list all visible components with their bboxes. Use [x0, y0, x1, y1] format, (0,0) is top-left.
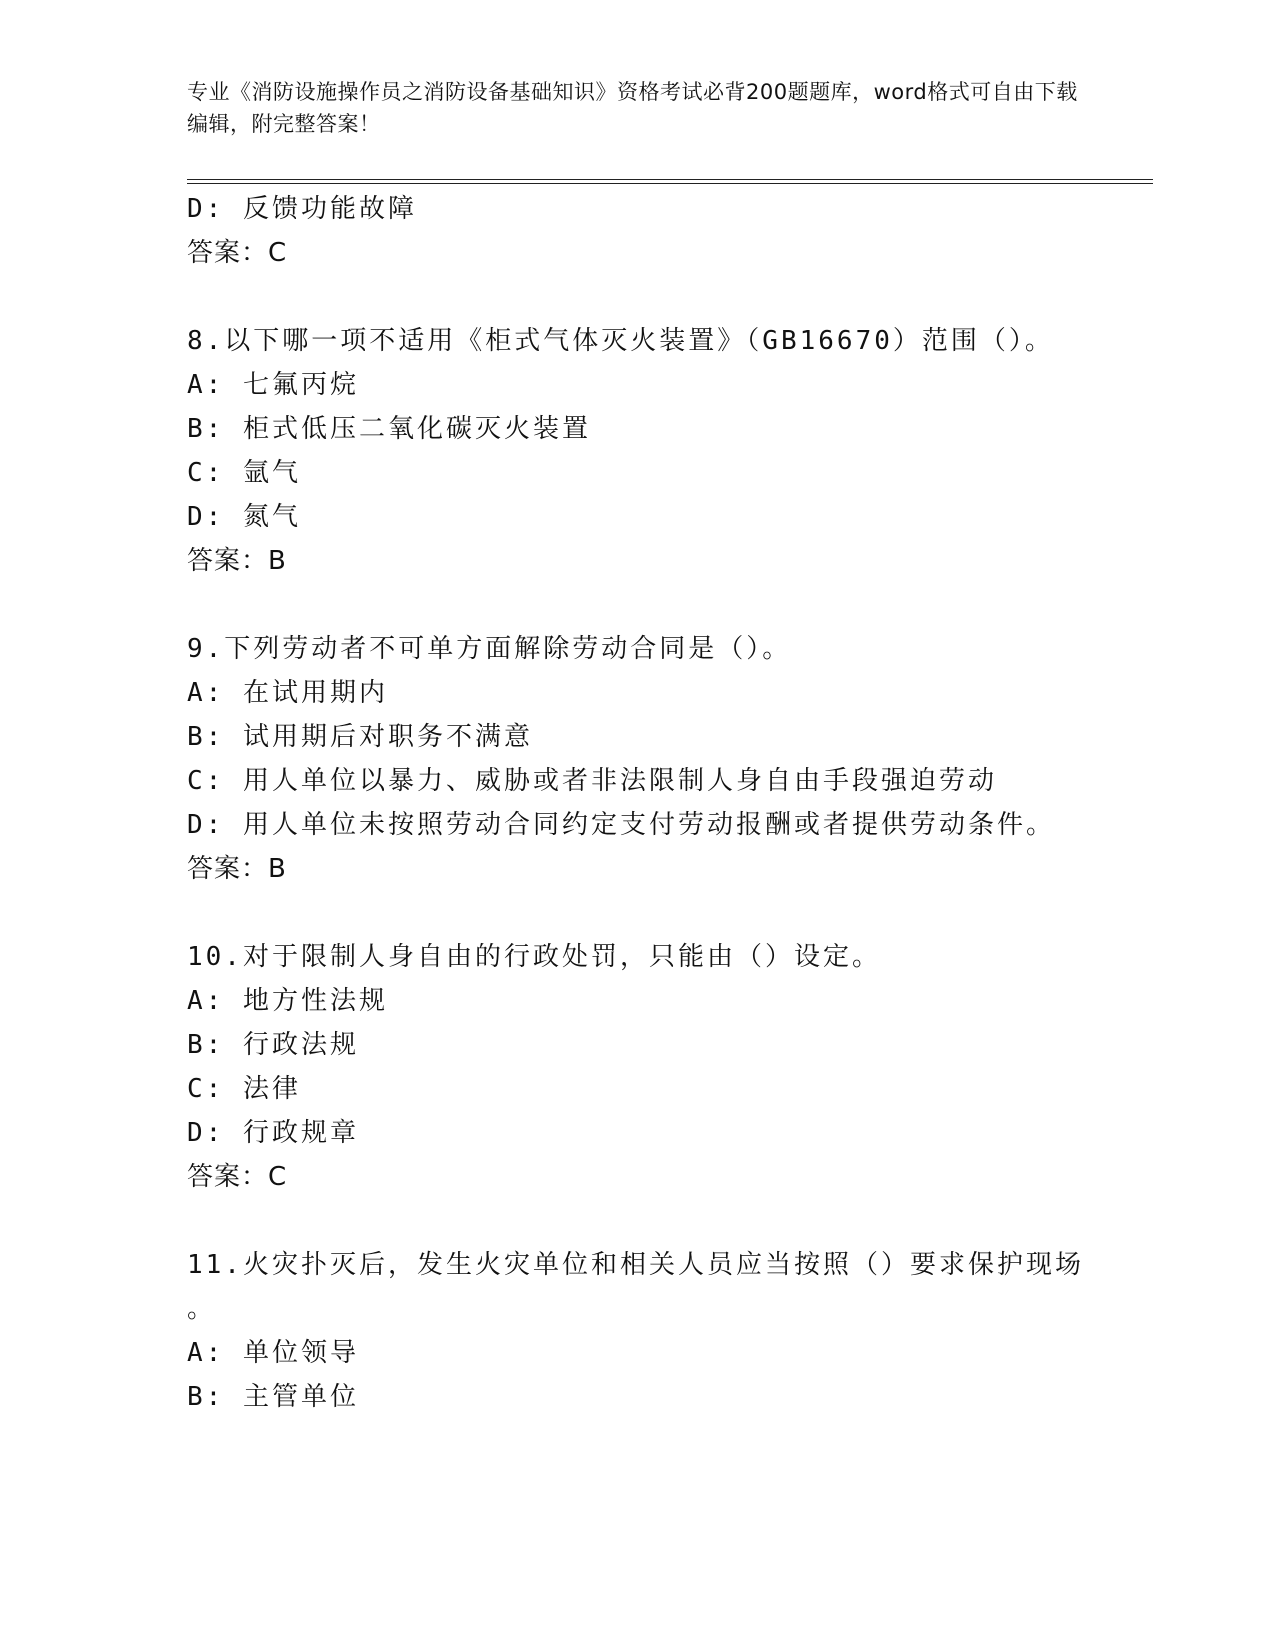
- q8-answer: 答案：B: [187, 546, 287, 576]
- q11-question-continuation: 。: [187, 1294, 217, 1324]
- q9-option-a: A: 在试用期内: [187, 678, 388, 708]
- q11-question: 11.火灾扑灭后，发生火灾单位和相关人员应当按照（）要求保护现场: [187, 1250, 1084, 1280]
- q11-option-b: B: 主管单位: [187, 1382, 359, 1412]
- q9-option-c: C: 用人单位以暴力、威胁或者非法限制人身自由手段强迫劳动: [187, 766, 997, 796]
- q8-option-c: C: 氩气: [187, 458, 301, 488]
- q7-option-d: D: 反馈功能故障: [187, 194, 417, 224]
- header-divider-bottom: [187, 183, 1153, 184]
- q7-answer: 答案：C: [187, 238, 288, 268]
- q10-question: 10.对于限制人身自由的行政处罚，只能由（）设定。: [187, 942, 881, 972]
- q8-option-a: A: 七氟丙烷: [187, 370, 359, 400]
- q10-option-d: D: 行政规章: [187, 1118, 359, 1148]
- q8-option-b: B: 柜式低压二氧化碳灭火装置: [187, 414, 591, 444]
- q8-option-d: D: 氮气: [187, 502, 301, 532]
- q10-option-c: C: 法律: [187, 1074, 301, 1104]
- q9-option-b: B: 试用期后对职务不满意: [187, 722, 533, 752]
- q11-option-a: A: 单位领导: [187, 1338, 359, 1368]
- header-divider-top: [187, 179, 1153, 180]
- q8-question: 8.以下哪一项不适用《柜式气体灭火装置》（GB16670）范围（）。: [187, 326, 1054, 356]
- document-header: 专业《消防设施操作员之消防设备基础知识》资格考试必背200题题库，word格式可自由下载编辑，附完整答案！: [187, 80, 1078, 136]
- q10-option-a: A: 地方性法规: [187, 986, 388, 1016]
- q9-question: 9.下列劳动者不可单方面解除劳动合同是（）。: [187, 634, 792, 664]
- q10-option-b: B: 行政法规: [187, 1030, 359, 1060]
- q9-answer: 答案：B: [187, 854, 287, 884]
- q10-answer: 答案：C: [187, 1162, 288, 1192]
- q9-option-d: D: 用人单位未按照劳动合同约定支付劳动报酬或者提供劳动条件。: [187, 810, 1055, 840]
